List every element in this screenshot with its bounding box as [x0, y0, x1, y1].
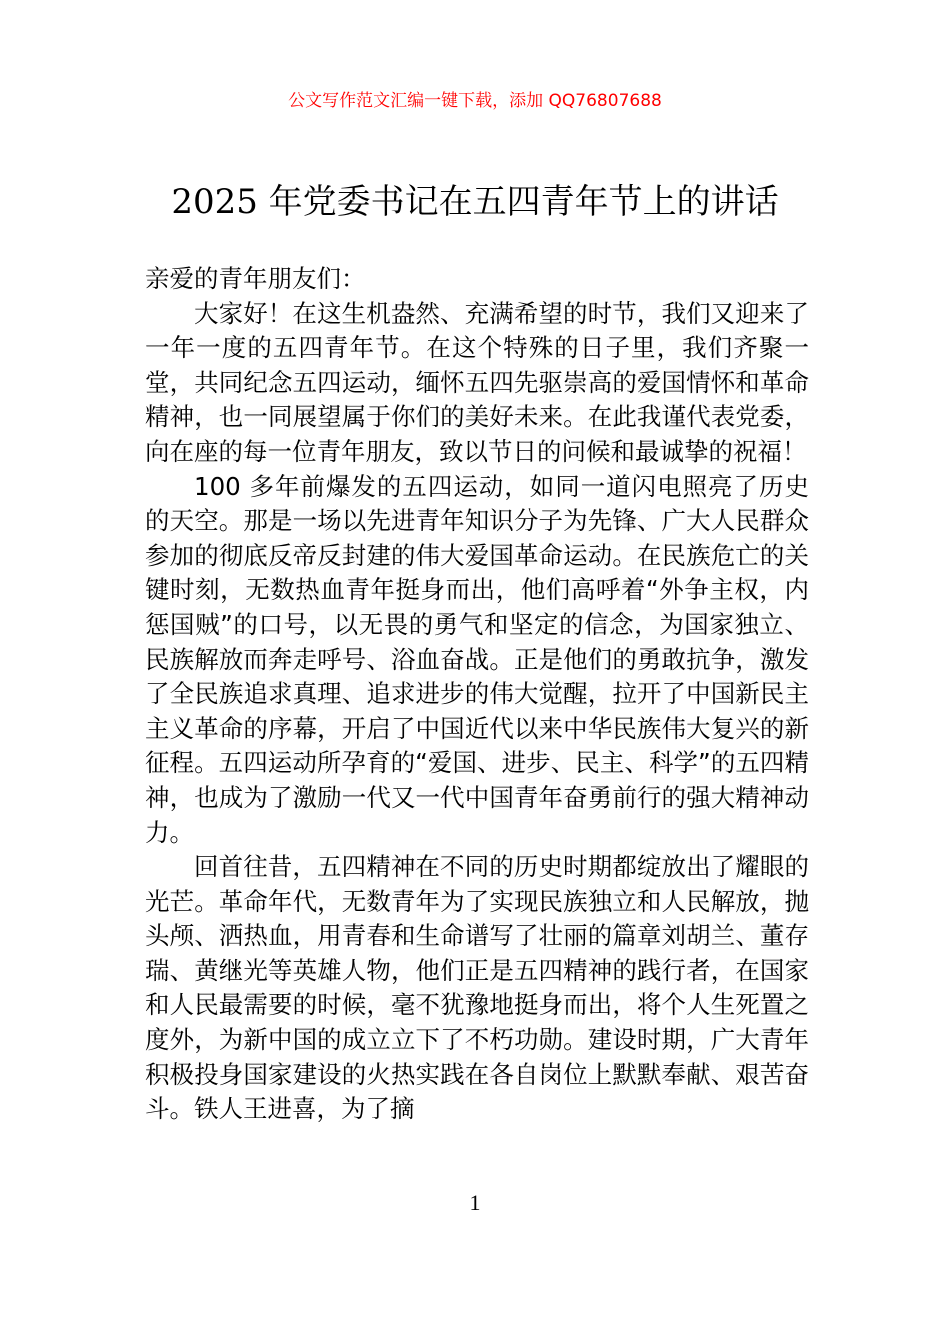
- speech-body: [145, 262, 809, 1127]
- paragraph-history: 100 多年前爆发的五四运动，如同一道闪电照亮了历史的天空。那是一场以先进青年知识分子为先锋、广大人民群众参加的彻底反帝反封建的伟大爱国革命运动。在民族危亡的关键时刻，无数热血青年挺身而出，他们高呼着“外争主权，内惩国贼”的口号，以无畏的勇气和坚定的信念，为国家独立、民族解放而奔走呼号、浴血奋战。正是他们的勇敢抗争，激发了全民族追求真理、追求进步的伟大觉醒，拉开了中国新民主主义革命的序幕，开启了中国近代以来中华民族伟大复兴的新征程。五四运动所孕育的“爱国、进步、民主、科学”的五四精神，也成为了激励一代又一代中国青年奋勇前行的强大精神动力。: [145, 471, 809, 847]
- paragraph-greeting: 大家好！在这生机盎然、充满希望的时节，我们又迎来了一年一度的五四青年节。在这个特殊的日子里，我们齐聚一堂，共同纪念五四运动，缅怀五四先驱崇高的爱国情怀和革命精神，也一同展望属于你们的美好未来。在此我谨代表党委，向在座的每一位青年朋友，致以节日的问候和最诚挚的祝福！: [145, 298, 809, 466]
- salutation: 亲爱的青年朋友们：: [145, 264, 366, 293]
- page-title: 2025 年党委书记在五四青年节上的讲话: [171, 182, 779, 222]
- download-notice: 公文写作范文汇编一键下载，添加 QQ76807688: [288, 91, 662, 111]
- paragraph-retrospect: 回首往昔，五四精神在不同的历史时期都绽放出了耀眼的光芒。革命年代，无数青年为了实现民族独立和人民解放，抛头颅、洒热血，用青春和生命谱写了壮丽的篇章刘胡兰、董存瑞、黄继光等英雄人物，他们正是五四精神的践行者，在国家和人民最需要的时候，毫不犹豫地挺身而出，将个人生死置之度外，为新中国的成立立下了不朽功勋。建设时期，广大青年积极投身国家建设的火热实践在各自岗位上默默奉献、艰苦奋斗。铁人王进喜，为了摘: [145, 852, 809, 1124]
- page-number: 1: [469, 1190, 481, 1215]
